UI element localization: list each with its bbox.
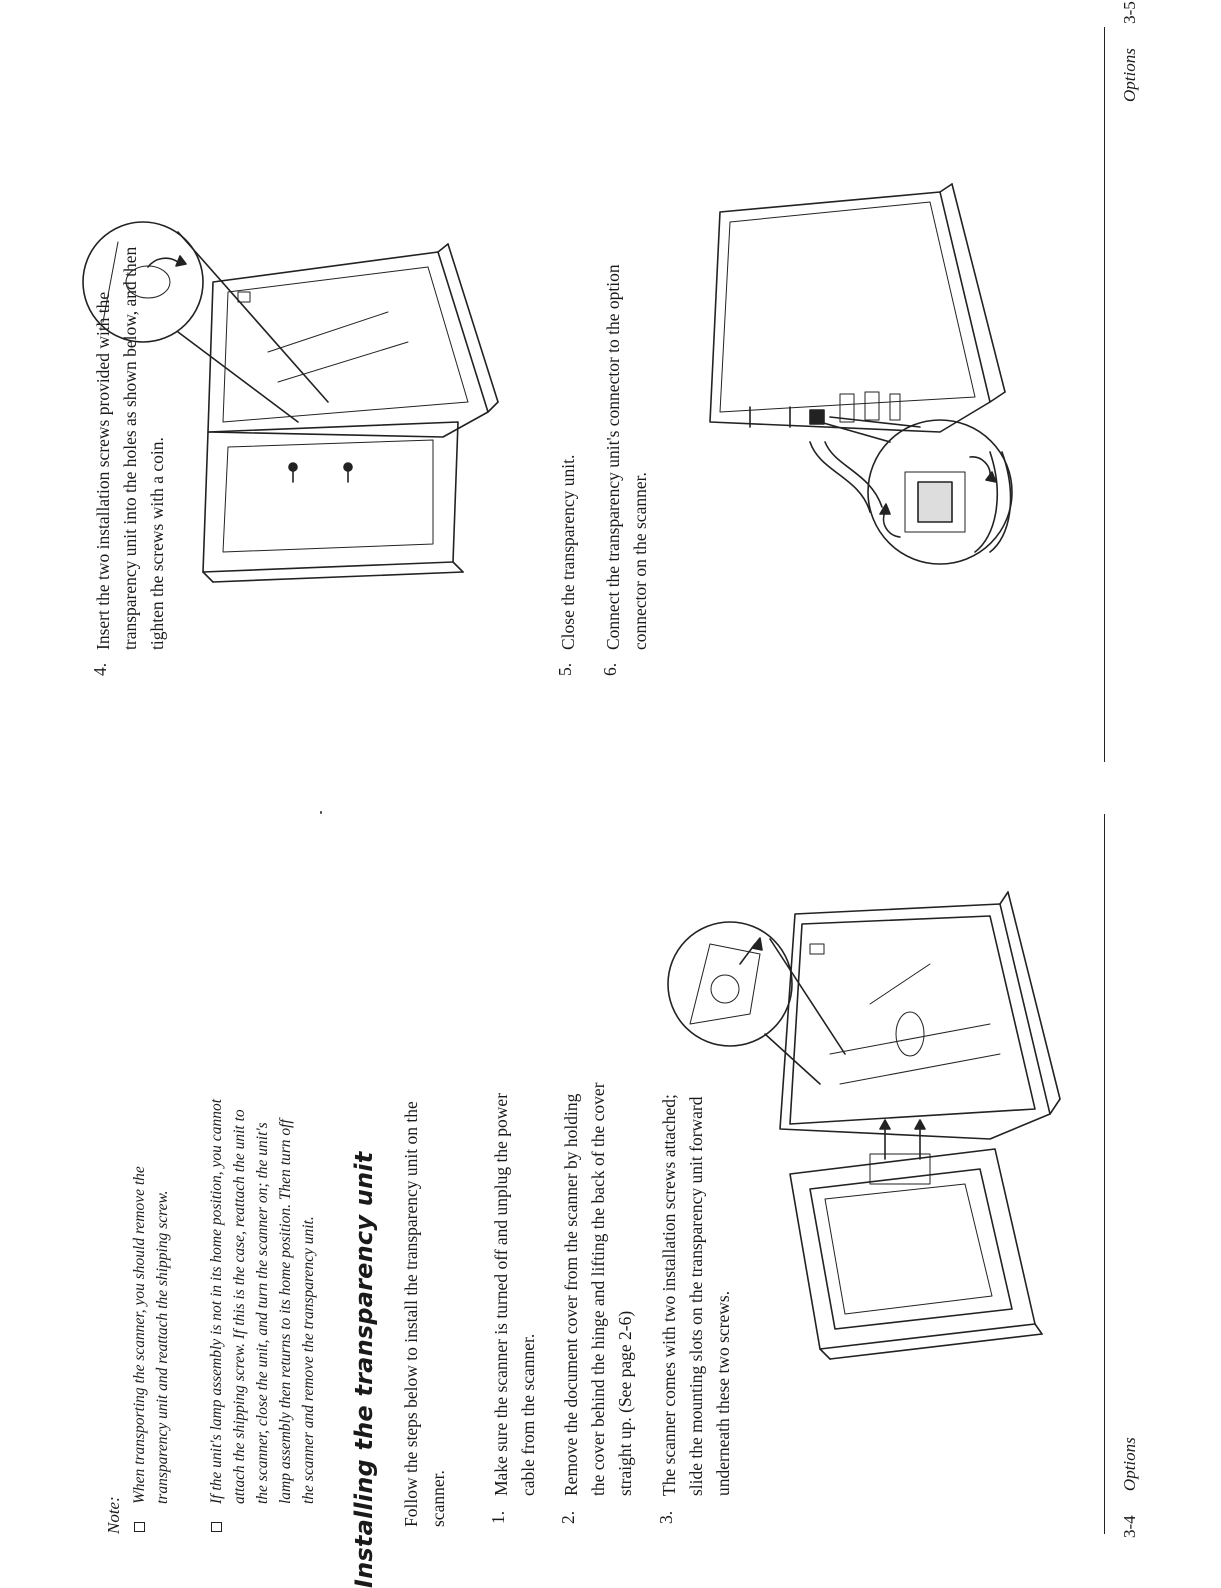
note-line: the scanner and remove the transparency unit. — [300, 1216, 317, 1504]
step-6-text — [600, 264, 654, 650]
step-3-text — [656, 1094, 737, 1496]
step-line: Close the transparency unit. — [558, 454, 578, 650]
step-1-text — [488, 1093, 542, 1496]
scanner-slots-illustration — [750, 884, 1070, 1384]
note-line: lamp assembly then returns to its home position. Then turn off — [277, 1119, 294, 1504]
step-line: Connect the transparency unit's connector to the option — [603, 264, 623, 650]
step-number: 3. — [656, 1510, 676, 1524]
page-number: 3-4 — [1120, 1515, 1139, 1538]
page-folio — [1120, 1437, 1140, 1538]
footer-rule — [1104, 814, 1105, 1534]
step-line: tighten the screws with a coin. — [147, 437, 167, 650]
note-bullet-icon — [134, 1522, 145, 1532]
step-number: 2. — [558, 1510, 578, 1524]
note-label: Note: — [104, 1496, 123, 1534]
page-section: Options — [1120, 1437, 1139, 1492]
footer-rule — [1104, 27, 1105, 762]
right-page — [0, 0, 1221, 792]
page-folio — [1120, 1, 1140, 102]
scanner-screws-coin-illustration — [188, 202, 508, 582]
step-line: Remove the document cover from the scanner by holding — [561, 1093, 581, 1496]
step-number: 5. — [555, 662, 575, 676]
step-line: slide the mounting slots on the transparency unit forward — [686, 1096, 706, 1496]
step-4-text — [90, 247, 171, 650]
note-line: attach the shipping screw. If this is the case, reattach the unit to — [231, 1109, 248, 1504]
note-line: the scanner, close the unit, and turn the scanner on; the unit's — [254, 1122, 271, 1504]
intro-line: scanner. — [428, 1470, 448, 1527]
step-line: Insert the two installation screws provided with the — [93, 291, 113, 650]
intro-line: Follow the steps below to install the transparency unit on the — [401, 1101, 421, 1527]
page-section: Options — [1120, 48, 1139, 102]
step-line: Make sure the scanner is turned off and unplug the power — [491, 1092, 511, 1496]
step-number: 1. — [488, 1510, 508, 1524]
scan-speck — [320, 811, 322, 814]
step-number: 4. — [90, 662, 110, 676]
section-heading: Installing the transparency unit — [350, 1151, 378, 1588]
step-line: transparency unit into the holes as shown below, and then — [120, 246, 140, 650]
step-5-text — [555, 455, 582, 650]
note-line: If the unit's lamp assembly is not in its home position, you cannot — [208, 1099, 225, 1504]
note-line: transparency unit and reattach the shipping screw. — [154, 1190, 171, 1504]
step-2-text — [558, 1082, 639, 1496]
note-bullet-icon — [211, 1522, 222, 1532]
intro-paragraph — [398, 1101, 452, 1527]
note-line: When transporting the scanner, you should remove the — [131, 1166, 148, 1504]
step-line: straight up. (See page 2-6) — [615, 1310, 635, 1496]
step-line: cable from the scanner. — [518, 1333, 538, 1496]
note-item-1 — [128, 1166, 174, 1504]
left-page — [0, 792, 1221, 1588]
step-line: connector on the scanner. — [630, 472, 650, 650]
page-number: 3-5 — [1120, 1, 1139, 24]
note-item-2 — [205, 1099, 320, 1504]
step-line: underneath these two screws. — [713, 1290, 733, 1496]
step-line: The scanner comes with two installation screws attached; — [659, 1094, 679, 1496]
step-line: the cover behind the hinge and lifting the back of the cover — [588, 1082, 608, 1496]
step-number: 6. — [600, 662, 620, 676]
scanner-connector-illustration — [690, 172, 1030, 592]
